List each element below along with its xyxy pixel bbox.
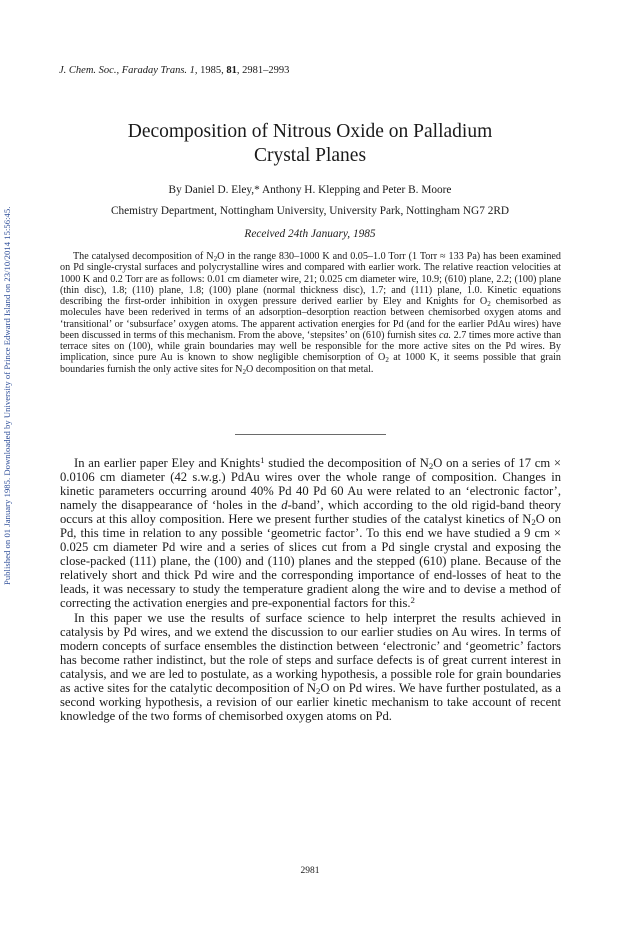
author-list: By Daniel D. Eley,* Anthony H. Klepping and Peter B. Moore [168,184,452,196]
download-watermark [0,75,14,585]
journal-citation [59,65,289,76]
page-number: 2981 [300,866,320,876]
abstract-text: The catalysed decomposition of N [73,251,214,262]
paragraph-text: In this paper we use the results of surface science to help interpret the results achieved in catalysis by Pd wires, and we extend the discussion to our earlier studies on Au wires. In terms of modern concepts of surface ensembles the distinction between ‘electronic’ and ‘geometric’ factors has become rather indistinct, but the role of steps and surface defects is of great current interest in catalysis, and we are led to postulate, as a working hypothesis, a possible role for grain boundaries as active sites for the catalytic decomposition of N [60,610,561,695]
journal-pages: , 2981–2993 [236,65,290,76]
paper-title-line-2: Crystal Planes [253,145,367,166]
paragraph-text: O on a series of 17 cm × 0.0106 cm diameter (42 s.w.g.) PdAu wires over the whole range of composition. Changes in kinetic parameters occurring around 40% Pd 40 Pd 60 Au were related to an ‘electronic factor’, namely the disappearance of ‘holes in the [60,456,561,513]
subscript: 2 [385,356,389,365]
paragraph-text: In an earlier paper Eley and Knights [74,456,261,470]
reference-marker: 2 [410,595,415,606]
section-divider [235,434,386,435]
paragraph-text: studied the decomposition of N [264,456,429,470]
paragraph-text: O on Pd wires. We have further postulated, as a second working hypothesis, a revision of our earlier kinetic mechanism to take account of recent knowledge of the two forms of chemisorbed oxygen atoms on Pd. [60,680,562,723]
subscript: 2 [242,367,247,376]
author-affiliation: Chemistry Department, Nottingham University, University Park, Nottingham NG7 2RD [110,205,510,217]
received-date: Received 24th January, 1985 [244,228,376,240]
paragraph [60,456,561,611]
paper-title [60,120,560,168]
abstract [60,251,561,375]
subscript: 2 [531,517,536,528]
journal-name: J. Chem. Soc., Faraday Trans. 1, [59,65,198,76]
subscript: 2 [316,685,321,696]
abstract-text: O decomposition on that metal. [246,363,374,375]
paragraph-text: O on Pd, this time in relation to any possible ‘geometric factor’. To this end we have studied a 9 cm × 0.025 cm diameter Pd wire and a series of slices cut from a Pd single crystal and exposing the close-packed (111) plane, the (100) and (110) planes and the stepped (610) plane. Because of the relatively short and thick Pd wire and the corresponding importance of end-losses of heat to the leads, it was necessary to study the temperature gradient along the wire and to devise a method of correcting the activation energies and pre-exponential factors for this. [60,512,562,611]
subscript: 2 [487,299,491,308]
paragraph-text: -band’, which according to the old rigid-band theory occurs at this alloy composition. Here we present further studies of the catalyst kinetics of N [60,498,562,527]
abstract-text: O in the range 830–1000 K and 0.05–1.0 Torr (1 Torr ≈ 133 Pa) has been examined on Pd single-crystal surfaces and polycrystalline wires and compared with earlier work. The relative reaction velocities at 1000 K and 0.2 Torr are as follows: 0.01 cm diameter wire, 21; 0.025 cm diameter wire, 10.9; (610) plane, 2.2; (100) plane (thin disc), 1.8; (110) plane, 1.8; (100) plane (normal thickness disc), 1.7; and (111) plane, 1.0. Kinetic equations describing the first-order inhibition in oxygen pressure derived earlier by Eley and Knights for O [60,251,561,307]
paragraph-text: d [281,498,288,513]
subscript: 2 [213,254,218,263]
abstract-text: ca. [438,329,452,341]
abstract-text: at 1000 K, it seems possible that grain boundaries furnish the only active sites for N [60,352,561,375]
subscript: 2 [428,461,434,472]
journal-year: 1985, [197,65,227,76]
paragraph [60,611,561,723]
abstract-text: chemisorbed as molecules have been rederived in terms of an adsorption–desorption reaction between chemisorbed oxygen atoms and ‘transitional’ or ‘subsurface’ oxygen atoms. The apparent activation energies for Pd (and for the earlier PdAu wires) have been discussed in terms of this mechanism. From the above, ‘stepsites’ on (610) furnish sites [60,296,561,341]
reference-marker: 1 [260,455,265,466]
body-text [60,456,561,723]
abstract-text: 2.7 times more active than terrace sites on (100), while grain boundaries may well be responsible for the more active sites on the Pd wires. By implication, since pure Au is known to show negligible chemisorption of O [60,329,562,364]
journal-volume: 81 [226,65,237,76]
download-watermark-text: Published on 01 January 1985. Downloaded by University of Prince Edward Island on 23/10/2014 15:56:45. [2,206,12,585]
paper-title-line-1: Decomposition of Nitrous Oxide on Palladium [127,121,493,142]
